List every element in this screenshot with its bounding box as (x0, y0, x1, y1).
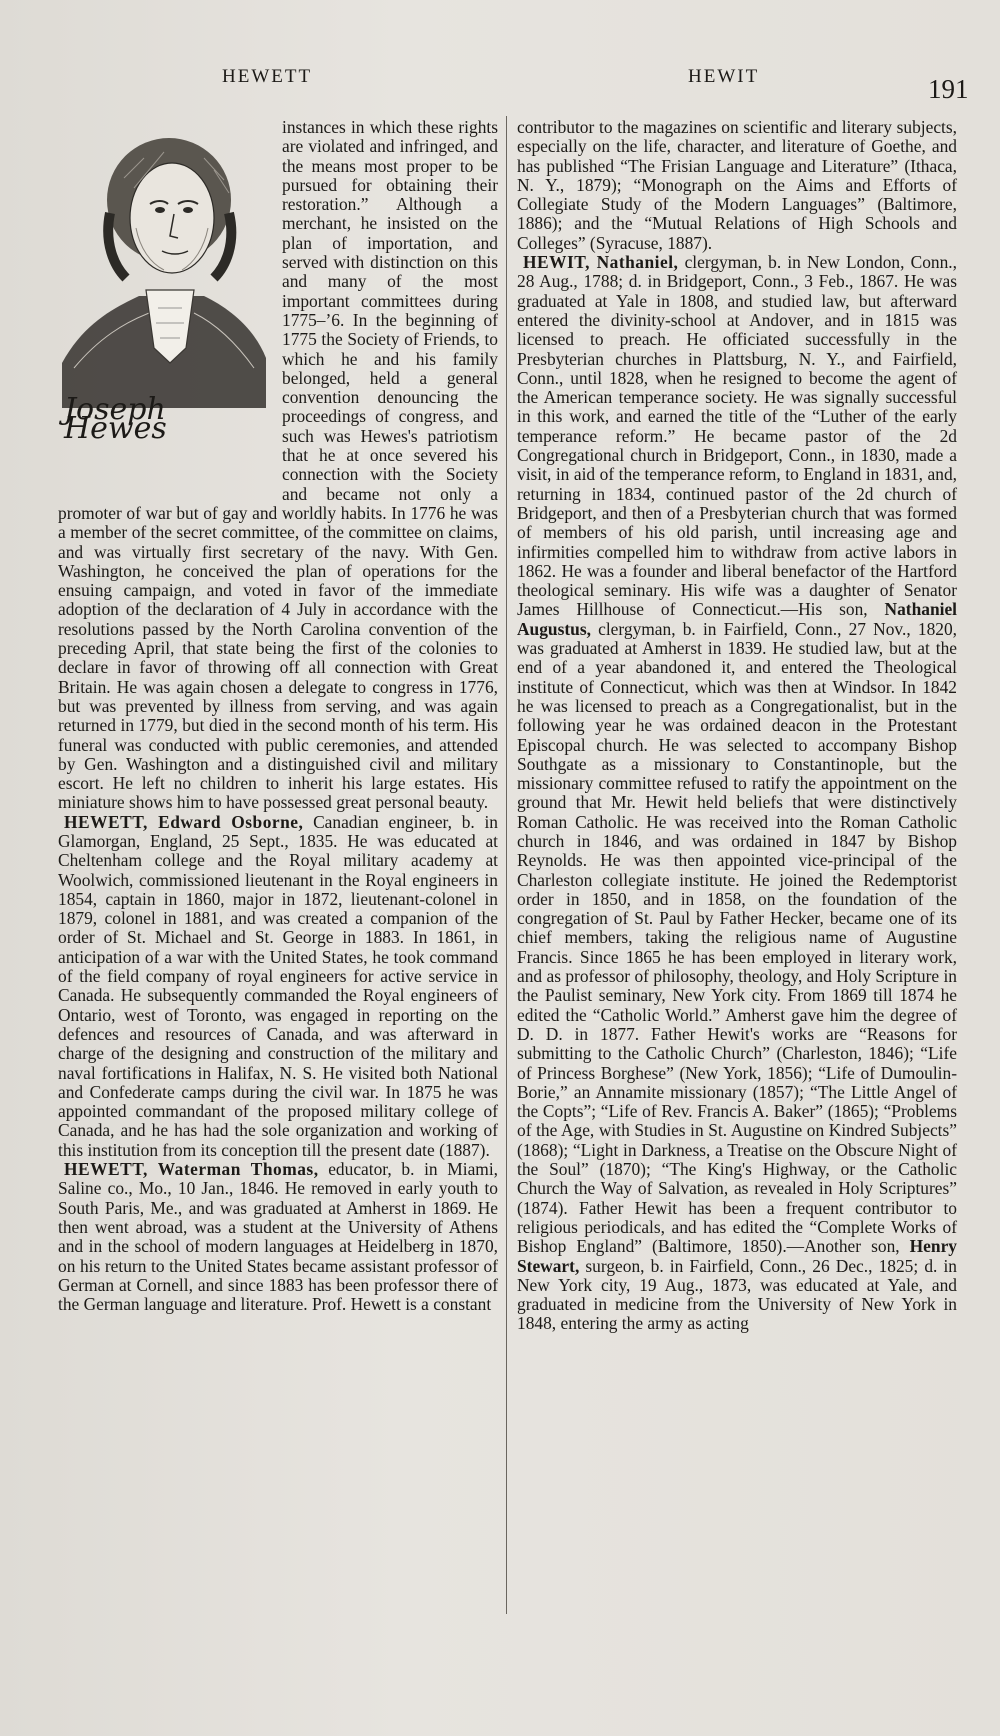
entry-text: Canadian engineer, b. in Glamorgan, England, 25 Sept., 1835. He was educated at Cheltenham college and the Royal military academy at Woolwich, commissioned lieutenant in the Royal engineers in 1854, captain in 1860, major in 1872, lieutenant-colonel in 1879, colonel in 1881, and was created a companion of the order of St. Michael and St. George in 1883. In 1861, in anticipation of a war with the United States, he took command of the field company of royal engineers for active service in Canada. He subsequently commanded the Royal engineers of Ontario, west of Toronto, was engaged in reporting on the defences and resources of Canada, and was afterward in charge of the designing and construction of the military and naval fortifications in Halifax, N. S. He visited both National and Confederate camps during the civil war. In 1875 he was appointed commandant of the proposed military college of Canada, and he has had the sole organization and working of this institution from its conception till the present date (1887). (58, 811, 498, 1160)
column-divider (506, 116, 507, 1614)
running-head-right: HEWIT (688, 66, 760, 87)
subentry-name-henry: Henry Stewart, (517, 1236, 957, 1276)
subentry-text-augustus: clergyman, b. in Fairfield, Conn., 27 Nov., 1820, was graduated at Amherst in 1839. He studied law, but at the end of a year abandoned it, and entered the Theological institute of Connecticut, which was then at Windsor. In 1842 he was licensed to preach as a Congregationalist, but in the following year he was ordained deacon in the Protestant Episcopal church. He was selected to accompany Bishop Southgate as a missionary to Constantinople, but the missionary committee refused to ratify the appointment on the ground that Mr. Hewit held beliefs that were distinctively Roman Catholic. He was received into the Roman Catholic church in 1846, and was ordained in 1847 by Bishop Reynolds. He was then appointed vice-principal of the Charleston collegiate institute. He joined the Redemptorist order in 1850, and in 1858, on the foundation of the congregation of St. Paul by Father Hecker, became one of its chief members, taking the religious name of Augustine Francis. Since 1865 he has been employed in literary work, and as professor of philosophy, theology, and Holy Scripture in the Paulist seminary, New York city. From 1869 till 1874 he edited the “Catholic World.” Amherst gave him the degree of D. D. in 1877. Father Hewit's works are “Reasons for submitting to the Catholic Church” (Charleston, 1846); “Life of Princess Borghese” (New York, 1856); “Life of Dumoulin-Borie,” an Annamite missionary (1857); “The Little Angel of the Copts”; “Life of Rev. Francis A. Baker” (1865); “Problems of the Age, with Studies in St. Augustine on Kindred Subjects” (1868); “Light in Darkness, a Treatise on the Obscure Night of the Soul” (1870); “The King's Highway, or the Catholic Church the Way of Salvation, as revealed in Holy Scriptures” (1874). Father Hewit has been a frequent contributor to religious periodicals, and has edited the “Complete Works of Bishop England” (Baltimore, 1850).—Another son, (517, 618, 957, 1257)
hewett-continuation-paragraph: contributor to the magazines on scientific and literary subjects, especially on the life, character, and literature of Goethe, and has published “The Frisian Language and Literature” (Ithaca, N. Y., 1879); “Monograph on the Aims and Efforts of Collegiate Study of the Modern Languages” (Baltimore, 1886); and the “Mutual Relations of High Schools and Colleges” (Syracuse, 1887). (517, 117, 957, 253)
page-number: 191 (928, 74, 969, 104)
running-head-left: HEWETT (222, 66, 313, 87)
subentry-text-henry: surgeon, b. in Fairfield, Conn., 26 Dec., 1825; d. in New York city, 19 Aug., 1873, was educated at Yale, and graduated in medicine from the University of New York in 1848, entering the army as acting (517, 1255, 957, 1334)
left-column (58, 118, 498, 1314)
entry-hewett-edward (58, 813, 498, 1160)
portrait-signature: Joseph Hewes (64, 392, 167, 447)
right-column (517, 118, 957, 1334)
entry-text: clergyman, b. in New London, Conn., 28 Aug., 1788; d. in Bridgeport, Conn., 3 Feb., 1867. He was graduated at Yale in 1808, and studied law, but afterward entered the divinity-school at Andover, and in 1815 was licensed to preach. He officiated successfully in the Presbyterian churches in Plattsburg, N. Y., and Fairfield, Conn., until 1828, when he resigned to become the agent of the American temperance society. He was signally successful in this work, and earned the title of the “Luther of the early temperance reform.” He became pastor of the 2d Congregational church in Bridgeport, Conn., in 1830, made a visit, in aid of the temperance reform, to England in 1831, and, returning in 1834, continued pastor of the 2d church of Bridgeport, and then of a Presbyterian church that was formed of members of his old parish, until increasing age and infirmities compelled him to withdraw from active labors in 1862. He was a founder and liberal benefactor of the Hartford theological seminary. His wife was a daughter of Senator James Hillhouse of Connecticut.—His son, (517, 252, 958, 620)
portrait-image (54, 118, 272, 408)
entry-name: HEWETT, Edward Osborne, (64, 811, 304, 832)
entry-text: educator, b. in Miami, Saline co., Mo., 10 Jan., 1846. He removed in early youth to South Paris, Me., and was graduated at Amherst in 1869. He then went abroad, was a student at the University of Athens and in the school of modern languages at Heidelberg in 1870, on his return to the United States became assistant professor of German at Cornell, and since 1883 has been professor there of the German language and literature. Prof. Hewett is a constant (58, 1159, 498, 1315)
subentry-name-augustus: Nathaniel Augustus, (517, 599, 957, 639)
hewes-continuation-paragraph: instances in which these rights are violated and infringed, and the means most proper to be pursued for obtaining their restoration.” Although a merchant, he insisted on the plan of importation, and served with distinction on this and many of the most important committees during 1775–’6. In the beginning of 1775 the Society of Friends, to which he and his family belonged, held a general convention denouncing the proceedings of congress, and such was Hewes's patriotism that he at once severed his connection with the Society and became not only a promoter of war but of gay and worldly habits. In 1776 he was a member of the secret committee, of the committee on claims, and was virtually first secretary of the navy. With Gen. Washington, he conceived the plan of operations for the ensuing campaign, and voted in favor of the immediate adoption of the declaration of 4 July in accordance with the resolutions passed by the North Carolina convention of the preceding April, that state being the first of the colonies to declare in favor of throwing off all connection with Great Britain. He was again chosen a delegate to congress in 1776, but was prevented by illness from serving, and was again returned in 1779, but died in the second month of his term. His funeral was conducted with public ceremonies, and attended by Gen. Washington and a distinguished civil and military escort. He left no children to inherit his large estates. His miniature shows him to have possessed great personal beauty. (58, 117, 498, 813)
entry-hewett-waterman (58, 1160, 498, 1314)
entry-hewit-nathaniel (517, 253, 957, 1334)
portrait-engraving (54, 118, 272, 491)
entry-name: HEWETT, Waterman Thomas, (64, 1159, 319, 1180)
entry-name: HEWIT, Nathaniel, (523, 252, 679, 273)
